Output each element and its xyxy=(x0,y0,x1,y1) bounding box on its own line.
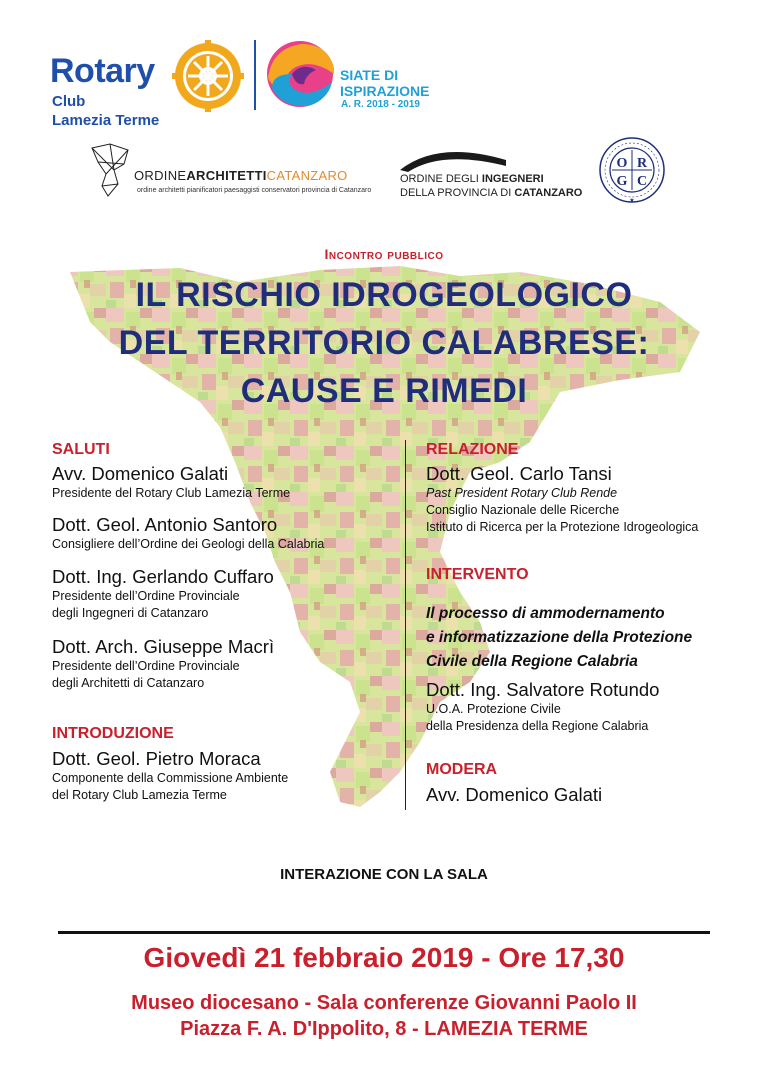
relazione-heading: RELAZIONE xyxy=(426,441,519,458)
svg-text:★: ★ xyxy=(629,198,635,204)
event-title-line-2: DEL TERRITORIO CALABRESE: xyxy=(118,324,650,362)
speaker-saluti-2 xyxy=(52,514,324,553)
svg-text:C: C xyxy=(636,174,648,189)
event-address: Piazza F. A. D'Ippolito, 8 - LAMEZIA TERME xyxy=(180,1018,588,1040)
speaker-role: U.O.A. Protezione Civile xyxy=(426,702,561,716)
theme-year: A. R. 2018 - 2019 xyxy=(341,99,420,110)
speaker-role: Presidente dell’Ordine Provinciale xyxy=(52,659,240,673)
speaker-role: degli Ingegneri di Catanzaro xyxy=(52,606,209,620)
speaker-saluti-3 xyxy=(52,566,274,622)
intervento-heading: INTERVENTO xyxy=(426,566,529,583)
speaker-role: Consiglio Nazionale delle Ricerche xyxy=(426,503,620,517)
speaker-role: Componente della Commissione Ambiente xyxy=(52,771,289,785)
topic-line: Il processo di ammodernamento xyxy=(426,605,665,622)
siate-di-ispirazione-logo-icon xyxy=(262,38,338,110)
speaker-role: Past President Rotary Club Rende xyxy=(426,486,618,500)
modera-heading: MODERA xyxy=(426,761,498,778)
event-kicker: Incontro pubblico xyxy=(324,246,444,262)
speaker-role: Presidente del Rotary Club Lamezia Terme xyxy=(52,486,291,500)
topic-line: Civile della Regione Calabria xyxy=(426,653,638,670)
speaker-name: Dott. Geol. Carlo Tansi xyxy=(426,463,612,484)
introduzione-heading: INTRODUZIONE xyxy=(52,725,174,742)
saluti-heading: SALUTI xyxy=(52,441,110,458)
svg-text:O: O xyxy=(616,156,628,171)
speaker-name: Dott. Arch. Giuseppe Macrì xyxy=(52,636,275,657)
column-divider xyxy=(405,440,406,810)
speaker-introduzione xyxy=(52,748,288,804)
event-title-line-3: CAUSE E RIMEDI xyxy=(240,372,528,410)
ingegneri-arc-logo-icon xyxy=(398,146,508,172)
theme-line-1: SIATE DI xyxy=(340,67,399,83)
speaker-name: Dott. Geol. Antonio Santoro xyxy=(52,514,278,535)
speaker-name: Avv. Domenico Galati xyxy=(52,463,229,484)
speaker-relazione xyxy=(426,463,698,536)
geologi-seal-icon xyxy=(598,136,666,204)
speaker-role: degli Architetti di Catanzaro xyxy=(52,676,205,690)
theme-line-2: ISPIRAZIONE xyxy=(340,83,430,99)
speaker-intervento xyxy=(426,679,659,735)
rotary-club-label: Club xyxy=(52,93,86,110)
speaker-saluti-1 xyxy=(52,463,290,502)
speaker-name: Dott. Ing. Gerlando Cuffaro xyxy=(52,566,274,587)
ingegneri-line-1: ORDINE DEGLI INGEGNERI xyxy=(400,173,544,185)
speaker-saluti-4 xyxy=(52,636,274,692)
rotary-wheel-icon xyxy=(172,40,244,112)
moderator-name: Avv. Domenico Galati xyxy=(426,784,603,805)
speaker-role: Consigliere dell’Ordine dei Geologi della Calabria xyxy=(52,537,325,551)
footer-rule xyxy=(58,931,710,934)
rotary-city-label: Lamezia Terme xyxy=(52,112,160,129)
event-date: Giovedì 21 febbraio 2019 - Ore 17,30 xyxy=(143,942,625,973)
interazione-label: INTERAZIONE CON LA SALA xyxy=(280,866,488,883)
topic-line: e informatizzazione della Protezione xyxy=(426,629,693,646)
speaker-role: Presidente dell’Ordine Provinciale xyxy=(52,589,240,603)
svg-text:R: R xyxy=(636,156,648,171)
architetti-subtitle: ordine architetti pianificatori paesaggisti conservatori provincia di Catanzaro xyxy=(137,187,372,194)
architetti-calabria-outline-icon xyxy=(88,140,140,200)
svg-text:G: G xyxy=(616,174,628,189)
rotary-logo-text: Rotary xyxy=(50,52,155,90)
architetti-name: ORDINEARCHITETTICATANZARO xyxy=(134,168,348,183)
speaker-name: Dott. Ing. Salvatore Rotundo xyxy=(426,679,660,700)
ingegneri-line-2: DELLA PROVINCIA DI CATANZARO xyxy=(400,187,583,199)
speaker-role: della Presidenza della Regione Calabria xyxy=(426,719,649,733)
event-venue: Museo diocesano - Sala conferenze Giovanni Paolo II xyxy=(131,992,637,1014)
speaker-role: Istituto di Ricerca per la Protezione Idrogeologica xyxy=(426,520,699,534)
event-title-line-1: IL RISCHIO IDROGEOLOGICO xyxy=(135,276,633,314)
speaker-role: del Rotary Club Lamezia Terme xyxy=(52,788,227,802)
header-divider xyxy=(254,40,256,110)
intervento-topic xyxy=(426,602,692,674)
speaker-name: Dott. Geol. Pietro Moraca xyxy=(52,748,261,769)
